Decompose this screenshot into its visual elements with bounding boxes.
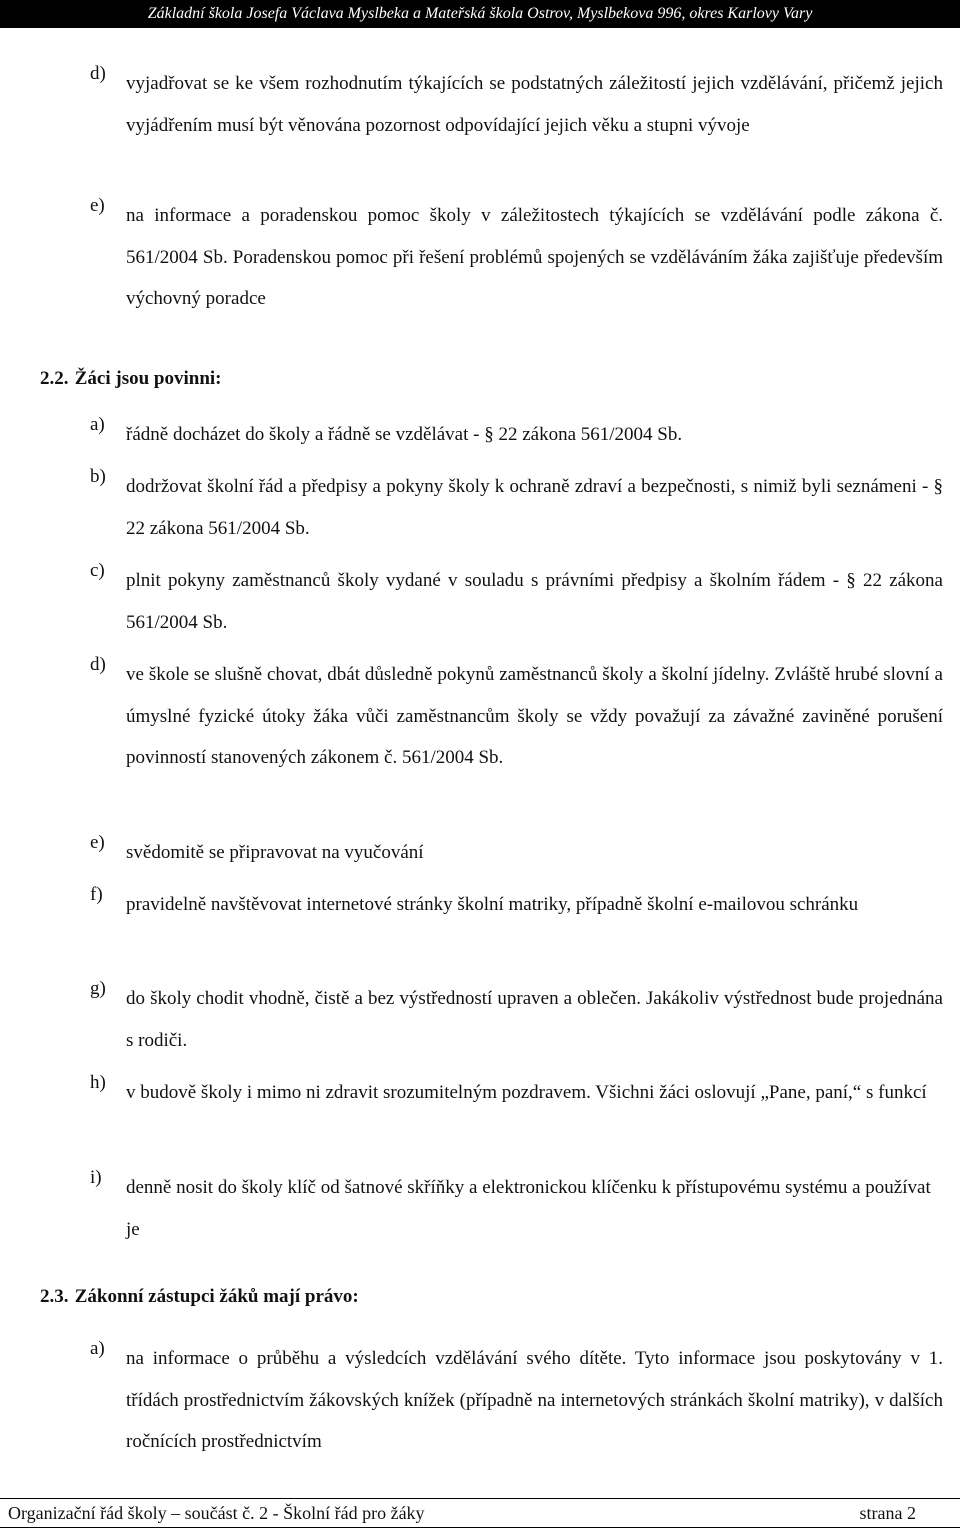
list-item-label: d) (90, 654, 106, 675)
list-item-text: na informace o průběhu a výsledcích vzdělávání svého dítěte. Tyto informace jsou poskytovány v 1. třídách prostřednictvím žákovských knížek (případně na internetových stránkách školní matriky), v dalších ročnících prostřednictvím (126, 1348, 943, 1452)
list-item-label: g) (90, 978, 106, 999)
list-item-label: h) (90, 1072, 106, 1093)
list-item-text: do školy chodit vhodně, čistě a bez výstředností upraven a oblečen. Jakákoliv výstřednost bude projednána s rodiči. (126, 988, 943, 1051)
page-header: Základní škola Josefa Václava Myslbeka a Mateřská škola Ostrov, Myslbekova 996, okres Karlovy Vary (0, 0, 960, 28)
section-heading (40, 1286, 359, 1308)
list-item-label: b) (90, 466, 106, 487)
list-item-label: f) (90, 884, 103, 905)
list-item-text: pravidelně navštěvovat internetové stránky školní matriky, případně školní e-mailovou schránku (126, 894, 859, 915)
list-item-label: a) (90, 1338, 105, 1359)
page-footer (0, 1498, 960, 1528)
list-item-label: a) (90, 414, 105, 435)
section-title: Zákonní zástupci žáků mají právo: (74, 1286, 359, 1307)
page-number: strana 2 (859, 1503, 916, 1523)
list-item-text: plnit pokyny zaměstnanců školy vydané v souladu s právními předpisy a školním řádem - § 22 zákona 561/2004 Sb. (126, 570, 943, 633)
list-item-label: d) (90, 63, 106, 84)
section-heading (40, 368, 222, 390)
list-item-text: řádně docházet do školy a řádně se vzdělávat - § 22 zákona 561/2004 Sb. (126, 424, 683, 445)
list-item-text: ve škole se slušně chovat, dbát důsledně pokynů zaměstnanců školy a školní jídelny. Zvláště hrubé slovní a úmyslné fyzické útoky žáka vůči zaměstnancům školy se vždy považují za závažné zaviněné porušení povinností stanovených zákonem č. 561/2004 Sb. (126, 664, 943, 768)
list-item-text: svědomitě se připravovat na vyučování (126, 842, 424, 863)
list-item-label: i) (90, 1167, 102, 1188)
list-item-text: vyjadřovat se ke všem rozhodnutím týkajících se podstatných záležitostí jejich vzdělávání, přičemž jejich vyjádřením musí být věnována pozornost odpovídající jejich věku a stupni vývoje (126, 73, 943, 136)
list-item-text: dodržovat školní řád a předpisy a pokyny školy k ochraně zdraví a bezpečnosti, s nimiž byli seznámeni - § 22 zákona 561/2004 Sb. (126, 476, 943, 539)
section-title: Žáci jsou povinni: (74, 368, 222, 389)
list-item-label: e) (90, 832, 105, 853)
section-number: 2.2. (40, 368, 69, 389)
list-item-label: e) (90, 195, 105, 216)
list-item-label: c) (90, 560, 105, 581)
list-item-text: v budově školy i mimo ni zdravit srozumitelným pozdravem. Všichni žáci oslovují „Pane, paní,“ s funkcí (126, 1082, 927, 1103)
list-item-text: denně nosit do školy klíč od šatnové skříňky a elektronickou klíčenku k přístupovému systému a používat je (126, 1177, 931, 1240)
list-item-text: na informace a poradenskou pomoc školy v záležitostech týkajících se vzdělávání podle zákona č. 561/2004 Sb. Poradenskou pomoc při řešení problémů spojených se vzděláváním žáka zajišťuje především výchovný poradce (126, 205, 943, 309)
footer-document-title: Organizační řád školy – součást č. 2 - Školní řád pro žáky (8, 1503, 425, 1523)
section-number: 2.3. (40, 1286, 69, 1307)
